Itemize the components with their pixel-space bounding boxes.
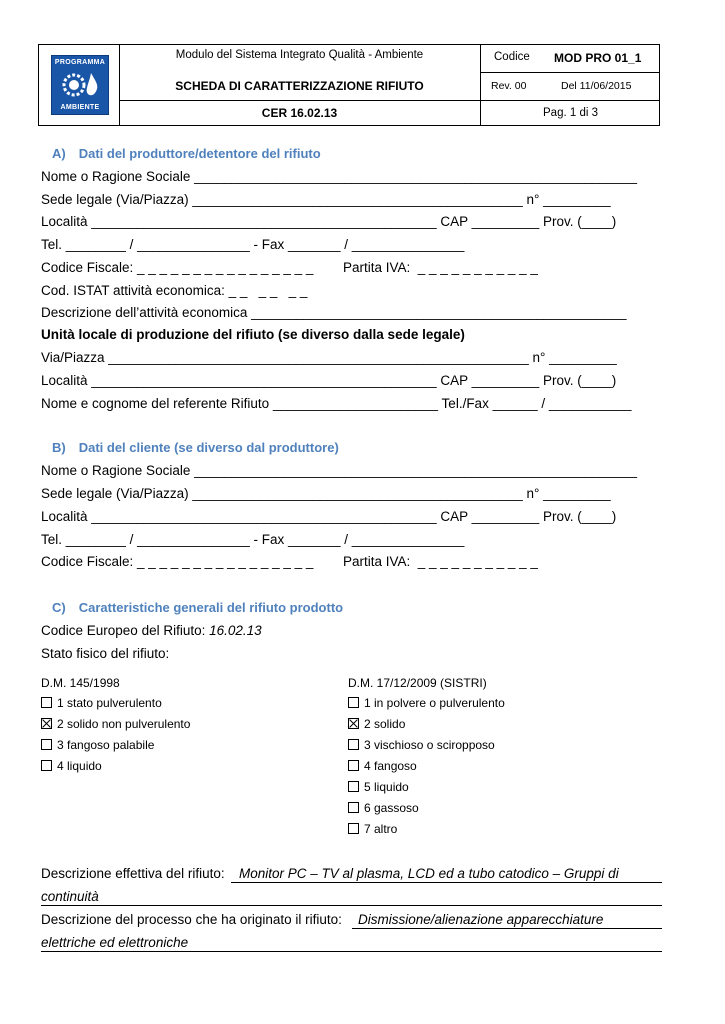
waste-description-label: Descrizione effettiva del rifiuto:	[41, 866, 225, 881]
dm2-option[interactable]	[348, 717, 405, 731]
producer-tax-code-field[interactable]: Codice Fiscale: _ _ _ _ _ _ _ _ _ _ _ _ _ _ _ _	[41, 260, 314, 275]
waste-description-value-2[interactable]: continuità	[41, 889, 99, 904]
local-unit-heading: Unità locale di produzione del rifiuto (se diverso dalla sede legale)	[41, 327, 465, 342]
producer-vat-field[interactable]: Partita IVA: _ _ _ _ _ _ _ _ _ _ _	[343, 260, 538, 275]
process-description-value-2[interactable]: elettriche ed elettroniche	[41, 935, 189, 950]
checkbox[interactable]	[348, 823, 359, 834]
local-unit-city-field[interactable]: Località ______________________________________________ CAP _________ Prov. (____)	[41, 373, 617, 388]
process-description-label: Descrizione del processo che ha originato il rifiuto:	[41, 912, 342, 927]
checkbox[interactable]	[348, 739, 359, 750]
cer-value: 16.02.13	[209, 623, 262, 638]
client-city-field[interactable]: Località ______________________________________________ CAP _________ Prov. (____)	[41, 509, 617, 524]
dm2-option-label: 1 in polvere o pulverulento	[364, 696, 505, 710]
checkbox[interactable]	[348, 802, 359, 813]
checkbox[interactable]	[348, 760, 359, 771]
module-name: Modulo del Sistema Integrato Qualità - Ambiente	[175, 49, 424, 61]
dm2-option[interactable]	[348, 759, 417, 773]
section-b-heading: B) Dati del cliente (se diverso dal produttore)	[52, 440, 339, 455]
producer-address-field[interactable]: Sede legale (Via/Piazza) ____________________________________________ n° _________	[41, 192, 611, 207]
dm2-option-label: 5 liquido	[364, 780, 409, 794]
dm1-option-label: 2 solido non pulverulento	[57, 717, 191, 731]
client-tax-code-field[interactable]: Codice Fiscale: _ _ _ _ _ _ _ _ _ _ _ _ _ _ _ _	[41, 554, 314, 569]
header-divider	[480, 72, 659, 73]
dm2-option[interactable]	[348, 738, 495, 752]
dm2-option-label: 3 vischioso o sciropposo	[364, 738, 495, 752]
checked-checkbox[interactable]	[41, 718, 52, 729]
dm2-title: D.M. 17/12/2009 (SISTRI)	[348, 676, 487, 690]
cer-label	[41, 623, 262, 638]
logo-text-bottom: AMBIENTE	[60, 104, 100, 111]
page-number: Pag. 1 di 3	[543, 107, 598, 119]
checkbox[interactable]	[41, 739, 52, 750]
client-address-field[interactable]: Sede legale (Via/Piazza) ____________________________________________ n° _________	[41, 486, 611, 501]
cer-label-text: Codice Europeo del Rifiuto:	[41, 623, 206, 638]
section-a-heading: A) Dati del produttore/detentore del rifiuto	[52, 146, 321, 161]
dm2-option-label: 6 gassoso	[364, 801, 419, 815]
referent-field[interactable]: Nome e cognome del referente Rifiuto ______________________ Tel./Fax ______ / ___________	[41, 396, 632, 411]
checkbox[interactable]	[41, 697, 52, 708]
checked-checkbox[interactable]	[348, 718, 359, 729]
code-label: Codice	[494, 51, 530, 63]
checkbox[interactable]	[41, 760, 52, 771]
cer-code: CER 16.02.13	[261, 106, 338, 120]
dm2-option[interactable]	[348, 696, 505, 710]
revision: Rev. 00	[491, 80, 527, 92]
section-c-heading: C) Caratteristiche generali del rifiuto prodotto	[52, 600, 344, 615]
dm1-option[interactable]	[41, 696, 162, 710]
producer-city-field[interactable]: Località ______________________________________________ CAP _________ Prov. (____)	[41, 214, 617, 229]
logo-text-top: PROGRAMMA	[54, 59, 106, 66]
producer-name-field[interactable]: Nome o Ragione Sociale ___________________________________________________________	[41, 169, 638, 184]
dm2-option-label: 7 altro	[364, 822, 398, 836]
client-vat-field[interactable]: Partita IVA: _ _ _ _ _ _ _ _ _ _ _	[343, 554, 538, 569]
local-unit-address-field[interactable]: Via/Piazza ________________________________________________________ n° _________	[41, 350, 617, 365]
activity-description-field[interactable]: Descrizione dell’attività economica __________________________________________________	[41, 305, 627, 320]
process-description-value-1[interactable]: Dismissione/alienazione apparecchiature	[358, 912, 604, 927]
dm1-option-label: 1 stato pulverulento	[57, 696, 162, 710]
field-underline	[352, 928, 662, 929]
istat-code-field[interactable]: Cod. ISTAT attività economica: _ _ _ _ _ _	[41, 283, 308, 298]
field-underline	[41, 951, 662, 952]
programma-ambiente-logo	[51, 55, 109, 115]
document-header	[38, 44, 660, 126]
dm2-option-label: 4 fangoso	[364, 759, 417, 773]
dm1-option[interactable]	[41, 759, 102, 773]
checkbox[interactable]	[348, 781, 359, 792]
client-name-field[interactable]: Nome o Ragione Sociale ___________________________________________________________	[41, 463, 638, 478]
dm2-option[interactable]	[348, 780, 409, 794]
gear-water-icon	[58, 68, 104, 102]
waste-description-value-1[interactable]: Monitor PC – TV al plasma, LCD ed a tubo catodico – Gruppi di	[239, 866, 619, 881]
field-underline	[231, 882, 662, 883]
dm2-option-label: 2 solido	[364, 717, 406, 731]
dm1-option[interactable]	[41, 738, 154, 752]
physical-state-label: Stato fisico del rifiuto:	[41, 646, 170, 661]
header-divider	[119, 100, 659, 101]
producer-phone-field[interactable]: Tel. ________ / _______________ - Fax _______ / _______________	[41, 237, 465, 252]
dm2-option[interactable]	[348, 801, 419, 815]
client-phone-field[interactable]: Tel. ________ / _______________ - Fax _______ / _______________	[41, 532, 465, 547]
document-title: SCHEDA DI CARATTERIZZAZIONE RIFIUTO	[175, 79, 424, 93]
dm1-option-label: 4 liquido	[57, 759, 102, 773]
checkbox[interactable]	[348, 697, 359, 708]
dm2-option[interactable]	[348, 822, 397, 836]
revision-date: Del 11/06/2015	[561, 80, 632, 92]
code-value: MOD PRO 01_1	[554, 51, 642, 65]
field-underline	[41, 905, 662, 906]
dm1-option-label: 3 fangoso palabile	[57, 738, 155, 752]
dm1-option[interactable]	[41, 717, 190, 731]
dm1-title: D.M. 145/1998	[41, 676, 120, 690]
